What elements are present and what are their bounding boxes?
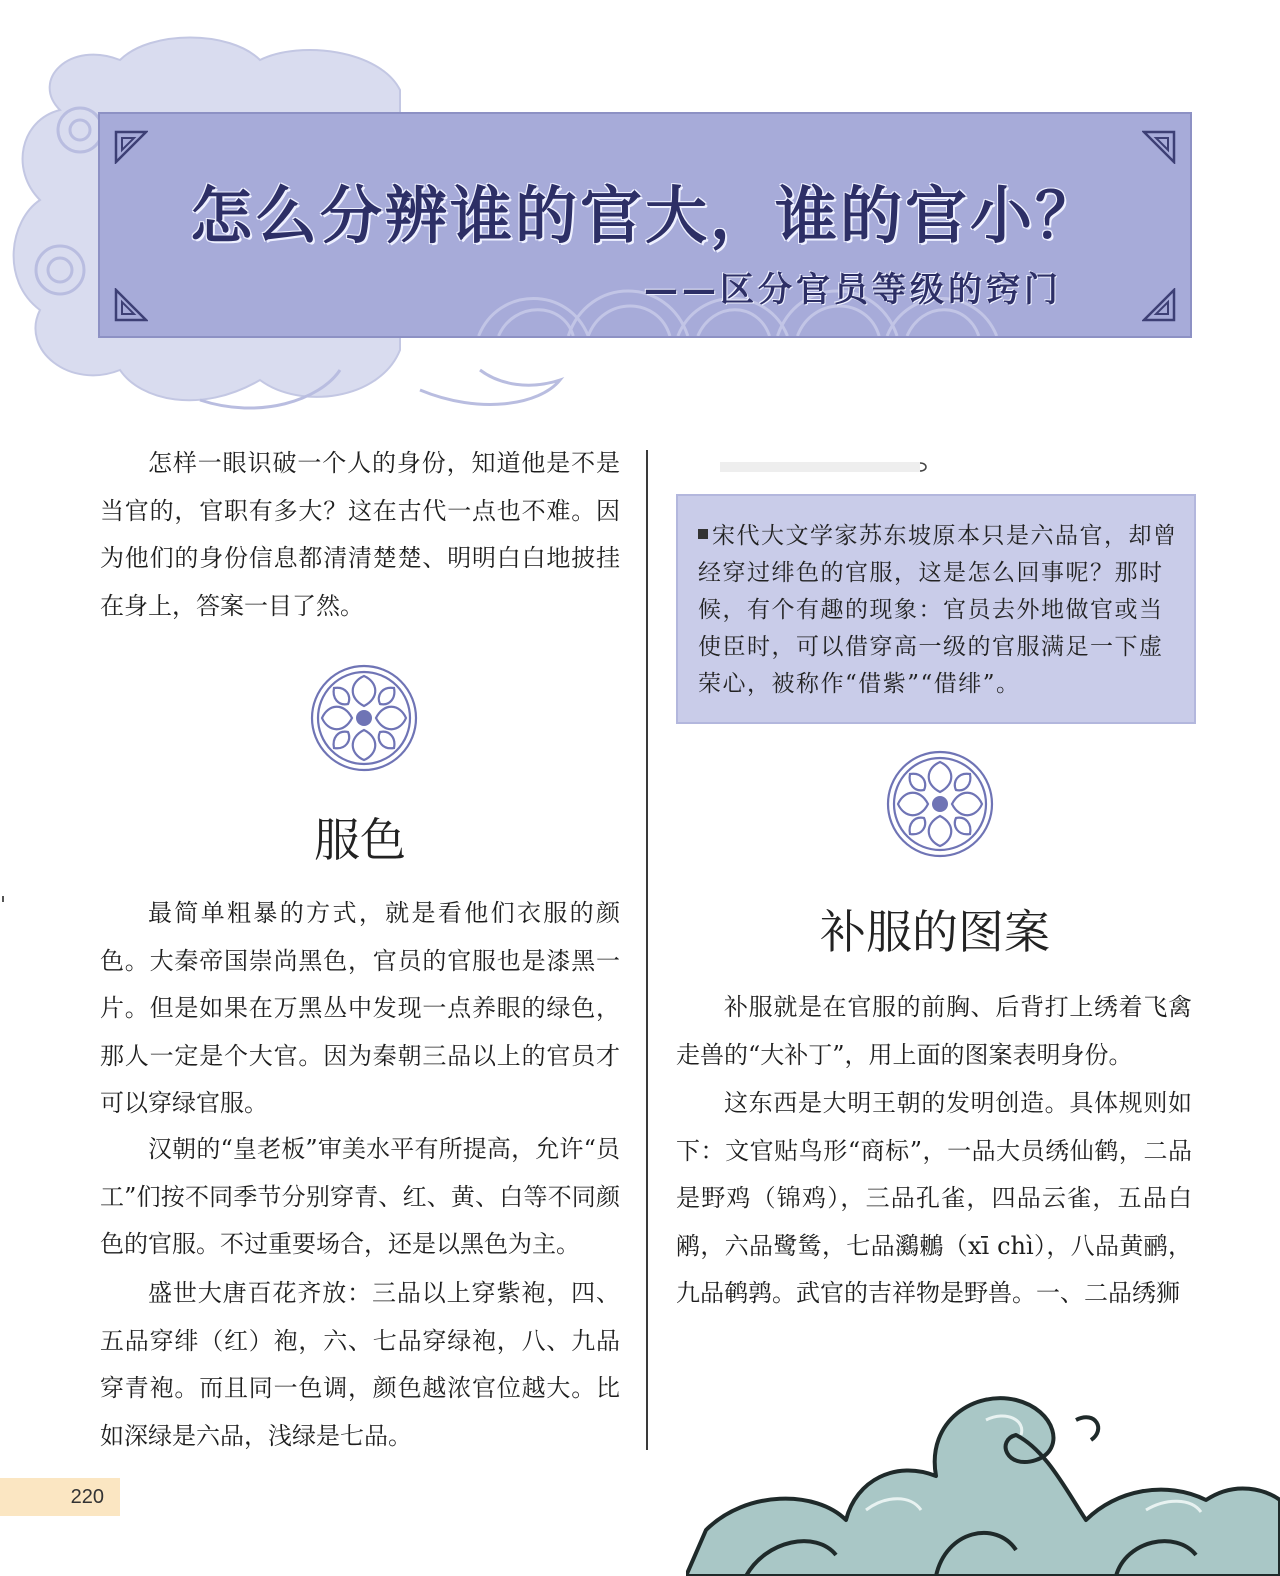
corner-ornament-icon	[114, 130, 148, 164]
page-subtitle: ——区分官员等级的窍门	[644, 270, 1062, 310]
page-title: 怎么分辨谁的官大，谁的官小？	[189, 179, 1100, 252]
body-paragraph: 汉朝的“皇老板”审美水平有所提高，允许“员工”们按不同季节分别穿青、红、黄、白等不同颜色的官服。不过重要场合，还是以黑色为主。	[100, 1135, 620, 1258]
note-box	[676, 494, 1196, 724]
section-title-color: 服色	[314, 813, 406, 867]
corner-ornament-icon	[1142, 288, 1176, 322]
column-divider	[646, 450, 648, 1450]
body-paragraph: 补服就是在官服的前胸、后背打上绣着飞禽走兽的“大补丁”，用上面的图案表明身份。	[676, 993, 1192, 1069]
corner-ornament-icon	[1142, 130, 1176, 164]
title-banner	[98, 112, 1192, 338]
margin-mark	[2, 896, 4, 902]
body-paragraph: 盛世大唐百花齐放：三品以上穿紫袍，四、五品穿绯（红）袍，六、七品穿绿袍，八、九品穿青袍。而且同一色调，颜色越浓官位越大。比如深绿是六品，浅绿是七品。	[100, 1279, 620, 1450]
lotus-medallion-icon	[308, 662, 420, 774]
wave-illustration	[686, 1380, 1280, 1576]
page-number: 220	[0, 1478, 120, 1516]
paper-edge-decoration	[720, 460, 930, 474]
intro-paragraph: 怎样一眼识破一个人的身份，知道他是不是当官的，官职有多大？这在古代一点也不难。因为他们的身份信息都清清楚楚、明明白白地披挂在身上，答案一目了然。	[100, 449, 620, 620]
body-paragraph: 这东西是大明王朝的发明创造。具体规则如下：文官贴鸟形“商标”，一品大员绣仙鹤，二品是野鸡（锦鸡），三品孔雀，四品云雀，五品白鹇，六品鹭鸶，七品鸂鶒（xī chì），八品黄鹂，九品鹌鹑。武官的吉祥物是野兽。一、二品绣狮	[676, 1089, 1192, 1307]
body-paragraph: 最简单粗暴的方式，就是看他们衣服的颜色。大秦帝国崇尚黑色，官员的官服也是漆黑一片。但是如果在万黑丛中发现一点养眼的绿色，那人一定是个大官。因为秦朝三品以上的官员才可以穿绿官服。	[100, 899, 620, 1117]
section-title-patterns: 补服的图案	[820, 905, 1050, 959]
bullet-square-icon	[698, 529, 708, 539]
corner-ornament-icon	[114, 288, 148, 322]
note-text: 宋代大文学家苏东坡原本只是六品官，却曾经穿过绯色的官服，这是怎么回事呢？那时候，有个有趣的现象：官员去外地做官或当使臣时，可以借穿高一级的官服满足一下虚荣心，被称作“借紫”“借绯”。	[698, 523, 1178, 697]
lotus-medallion-icon	[884, 748, 996, 860]
